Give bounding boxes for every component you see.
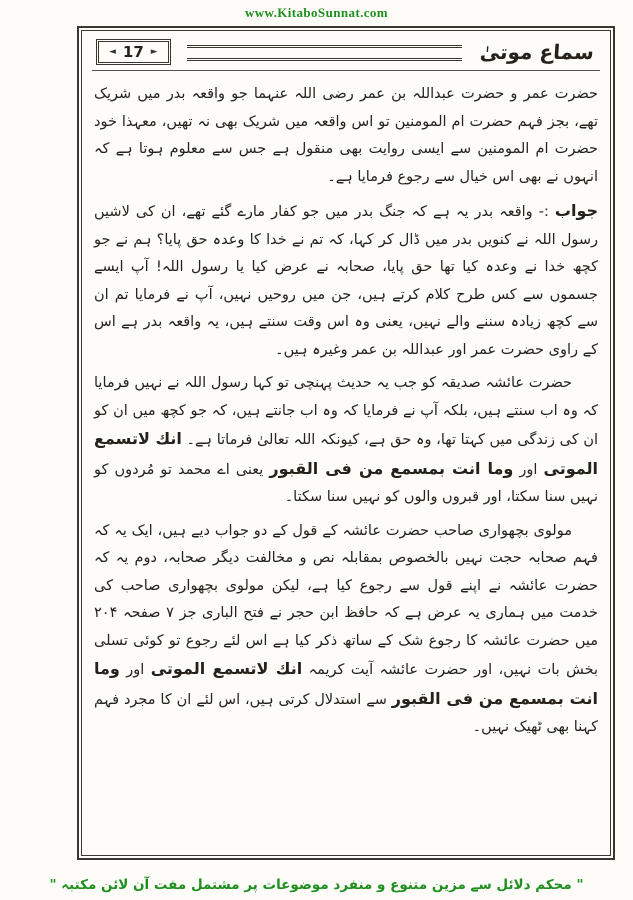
text-run: حضرت عمر و حضرت عبداللہ بن عمر رضی اللہ عنہما جو واقعہ بدر میں شریک تھے، بجز فہم حضرت ام المومنین تو اس واقعہ میں شریک بھی نہ تھیں، معہذا خود حضرت ام المومنین سے ایسی روایت بھی منقول ہے جس سے معلوم ہوتا ہے کہ انہوں نے بھی اس خیال سے رجوع فرمایا ہے۔	[94, 86, 598, 185]
emphasized-text: وما انت بمسمع من فى القبور	[94, 659, 599, 708]
emphasized-text: وما انت بمسمع من فى القبور	[269, 458, 514, 478]
header-rule-lines	[187, 45, 462, 61]
text-run: اور	[513, 461, 544, 478]
paragraph	[94, 518, 598, 742]
ornament-left-icon: ◄	[109, 46, 116, 57]
paragraph	[94, 81, 598, 191]
paragraph	[94, 197, 598, 364]
emphasized-text: جواب	[554, 201, 598, 220]
text-run: مولوی بچھواری صاحب حضرت عائشہ کے قول کے دو جواب دیے ہیں، ایک یہ کہ فہم صحابہ حجت نہیں بالخصوص بمقابلہ نص و مخالفت دیگر صحابہ، دوم یہ کہ حضرت عائشہ نے اپنے قول سے رجوع کیا ہے، لیکن مولوی بچھواری صاحب کی خدمت میں ہماری یہ عرض ہے کہ حافظ ابن حجر نے فتح الباری جز ۷ صفحہ ۲۰۴ میں حضرت عائشہ کا رجوع شک کے ساتھ ذکر کیا ہے اس لئے رجوع تو کوئی تسلی بخش بات نہیں، اور حضرت عائشہ آیت کریمہ	[94, 522, 598, 678]
text-run: یعنی اے محمد تو مُردوں کو نہیں سنا سکتا، اور قبروں والوں کو نہیں سنا سکتا۔	[94, 461, 598, 505]
text-run: اور	[119, 662, 151, 678]
page-header	[92, 31, 600, 71]
text-run: سے استدلال کرتی ہیں، اس لئے ان کا مجرد فہم کہنا بھی ٹھیک نہیں۔	[94, 691, 598, 735]
page-border-frame	[77, 26, 615, 860]
text-run: حضرت عائشہ صدیقہ کو جب یہ حدیث پہنچی تو کہا رسول اللہ نے نہیں فرمایا کہ وہ اب سنتے ہیں، بلکہ آپ نے فرمایا کہ وہ اب جانتے ہیں، کہ جو کچھ میں ان کو ان کی زندگی میں کہتا تھا، وہ حق ہے، کیونکہ اللہ تعالیٰ فرماتا ہے۔	[94, 375, 599, 448]
ornament-right-icon: ►	[150, 46, 158, 57]
page-number: 17	[122, 43, 144, 61]
page-title: سماع موتیٰ	[479, 40, 595, 64]
footer-note: " محکم دلائل سے مزین متنوع و منفرد موضوعات پر مشتمل مفت آن لائن مکتبہ "	[49, 877, 584, 893]
website-url: www.KitaboSunnat.com	[244, 5, 389, 20]
page-border-inner	[81, 30, 611, 856]
emphasized-text: انك لاتسمع الموتى	[94, 429, 598, 478]
paragraph	[94, 370, 598, 512]
text-run: :- واقعہ بدر یہ ہے کہ جنگ بدر میں جو کفار مارے گئے تھے، ان کی لاشیں رسول اللہ نے کنویں بدر میں ڈال کر کہا، کہ تم نے خدا کا وعدہ حق پایا؟ ہم نے جو کچھ خدا نے وعدہ کیا تھا حق پایا، صحابہ نے عرض کیا یا رسول اللہ! آپ ایسے جسموں سے کس طرح کلام کرتے ہیں، جن میں روحیں نہیں، آپ نے فرمایا تم ان سے کچھ زیادہ سننے والے نہیں، یعنی وہ اس وقت سنتے ہیں، یہ واقعہ بدر ہے اس کے راوی حضرت عمر اور عبداللہ بن عمر وغیرہ ہیں۔	[94, 204, 598, 358]
page-number-box	[96, 39, 171, 65]
emphasized-text: انك لاتسمع الموتى	[150, 659, 303, 678]
body-text	[92, 71, 600, 855]
